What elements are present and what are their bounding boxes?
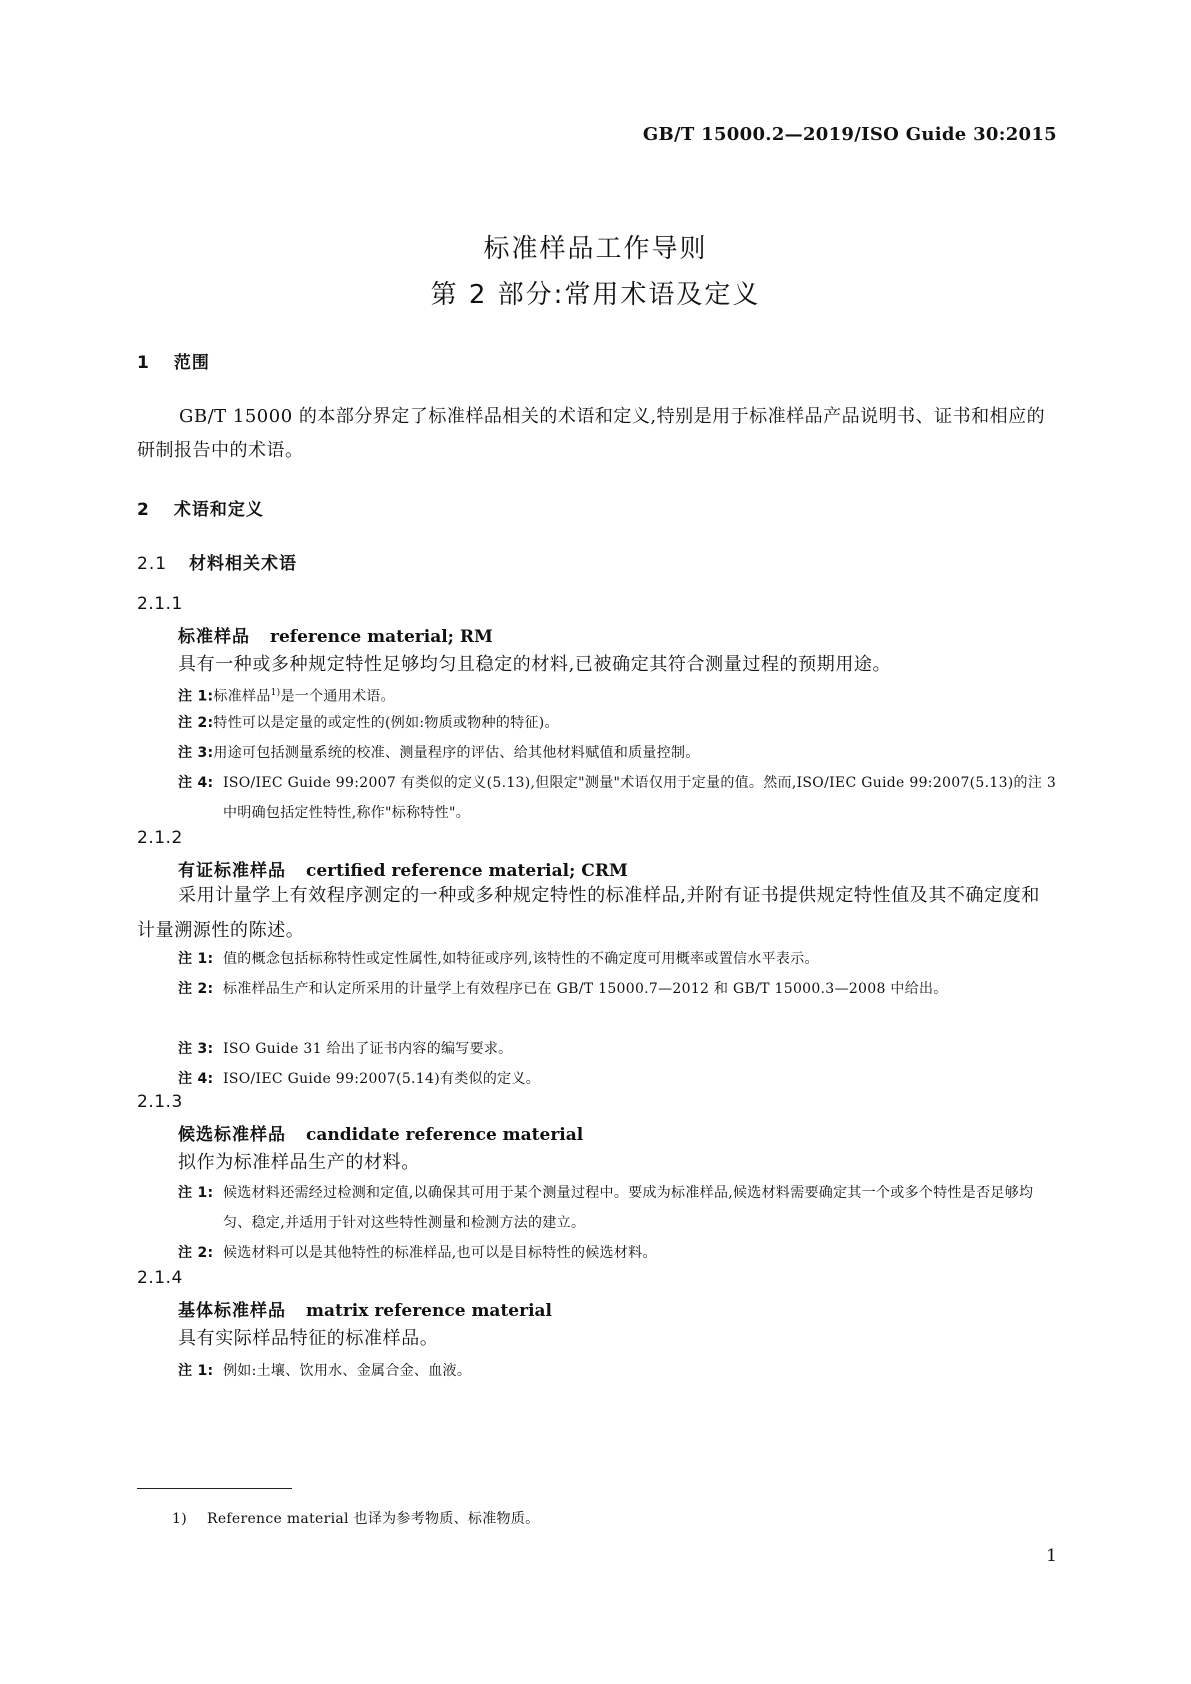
note-2-1-2-4: 注 4: ISO/IEC Guide 99:2007(5.14)有类似的定义。 — [178, 1071, 541, 1087]
term-zh: 候选标准样品 — [178, 1125, 286, 1145]
page-number: 1 — [1046, 1546, 1057, 1566]
footnote — [172, 1508, 539, 1528]
term-number-2-1-4: 2.1.4 — [137, 1268, 183, 1288]
note-2-1-1-3: 注 3:用途可包括测量系统的校准、测量程序的评估、给其他材料赋值和质量控制。 — [178, 745, 700, 761]
term-2-1-3 — [178, 1120, 583, 1145]
section-number: 2 — [137, 500, 150, 520]
term-number-2-1-2: 2.1.2 — [137, 828, 183, 848]
definition-2-1-1: 具有一种或多种规定特性足够均匀且稳定的材料,已被确定其符合测量过程的预期用途。 — [178, 654, 892, 675]
note-2-1-4-1: 注 1: 例如:土壤、饮用水、金属合金、血液。 — [178, 1363, 472, 1379]
footnote-text: Reference material 也译为参考物质、标准物质。 — [206, 1511, 540, 1527]
term-en: reference material; RM — [270, 627, 493, 647]
note-2-1-1-1: 注 1:标准样品$^{1)}$是一个通用术语。 — [178, 688, 395, 705]
section-number: 1 — [137, 353, 150, 373]
definition-2-1-2: 采用计量学上有效程序测定的一种或多种规定特性的标准样品,并附有证书提供规定特性值及其不确定度和计量溯源性的陈述。 — [137, 885, 1040, 941]
section-1-heading — [137, 348, 210, 373]
term-2-1-1 — [178, 622, 493, 647]
definition-2-1-4: 具有实际样品特征的标准样品。 — [178, 1328, 439, 1349]
term-number-2-1-1: 2.1.1 — [137, 594, 183, 614]
section-2-1-heading — [137, 549, 297, 574]
note-2-1-1-4: 注 4: ISO/IEC Guide 99:2007 有类似的定义(5.13),但限定"测量"术语仅用于定量的值。然而,ISO/IEC Guide 99:2007(5.13)的注 3 中明确包括定性特性,称作"标称特性"。 — [178, 775, 1057, 821]
term-zh: 标准样品 — [178, 627, 250, 647]
term-2-1-4 — [178, 1296, 552, 1321]
definition-2-1-3: 拟作为标准样品生产的材料。 — [178, 1152, 420, 1173]
section-title: 术语和定义 — [173, 500, 264, 520]
term-zh: 基体标准样品 — [178, 1301, 286, 1321]
section-number: 2.1 — [137, 554, 168, 574]
section-title: 材料相关术语 — [189, 554, 298, 574]
note-2-1-1-2: 注 2:特性可以是定量的或定性的(例如:物质或物种的特征)。 — [178, 715, 559, 731]
term-number-2-1-3: 2.1.3 — [137, 1092, 183, 1112]
section-title: 范围 — [173, 353, 210, 373]
section-2-heading — [137, 495, 264, 520]
footnote-marker: 1) — [172, 1511, 187, 1527]
note-2-1-3-2: 注 2: 候选材料可以是其他特性的标准样品,也可以是目标特性的候选材料。 — [178, 1245, 657, 1261]
note-2-1-3-1: 注 1: 候选材料还需经过检测和定值,以确保其可用于某个测量过程中。要成为标准样品,候选材料需要确定其一个或多个特性是否足够均匀、稳定,并适用于针对这些特性测量和检测方法的建立。 — [178, 1185, 1034, 1231]
term-en: matrix reference material — [306, 1301, 553, 1321]
footnote-ref: 1) — [270, 688, 281, 698]
note-2-1-2-1: 注 1: 值的概念包括标称特性或定性属性,如特征或序列,该特性的不确定度可用概率或置信水平表示。 — [178, 951, 819, 967]
term-en: certified reference material; CRM — [306, 861, 628, 881]
note-2-1-2-2: 注 2: 标准样品生产和认定所采用的计量学上有效程序已在 GB/T 15000.7—2012 和 GB/T 15000.3—2008 中给出。 — [178, 981, 948, 997]
note-2-1-2-3: 注 3: ISO Guide 31 给出了证书内容的编写要求。 — [178, 1041, 513, 1057]
standard-code: GB/T 15000.2—2019/ISO Guide 30:2015 — [642, 124, 1057, 145]
term-en: candidate reference material — [306, 1125, 584, 1145]
title-line-1: 标准样品工作导则 — [483, 234, 708, 264]
scope-paragraph: GB/T 15000 的本部分界定了标准样品相关的术语和定义,特别是用于标准样品产品说明书、证书和相应的研制报告中的术语。 — [137, 406, 1046, 461]
footnote-divider — [137, 1488, 292, 1489]
title-line-2: 第 2 部分:常用术语及定义 — [430, 280, 761, 310]
term-zh: 有证标准样品 — [178, 861, 286, 881]
